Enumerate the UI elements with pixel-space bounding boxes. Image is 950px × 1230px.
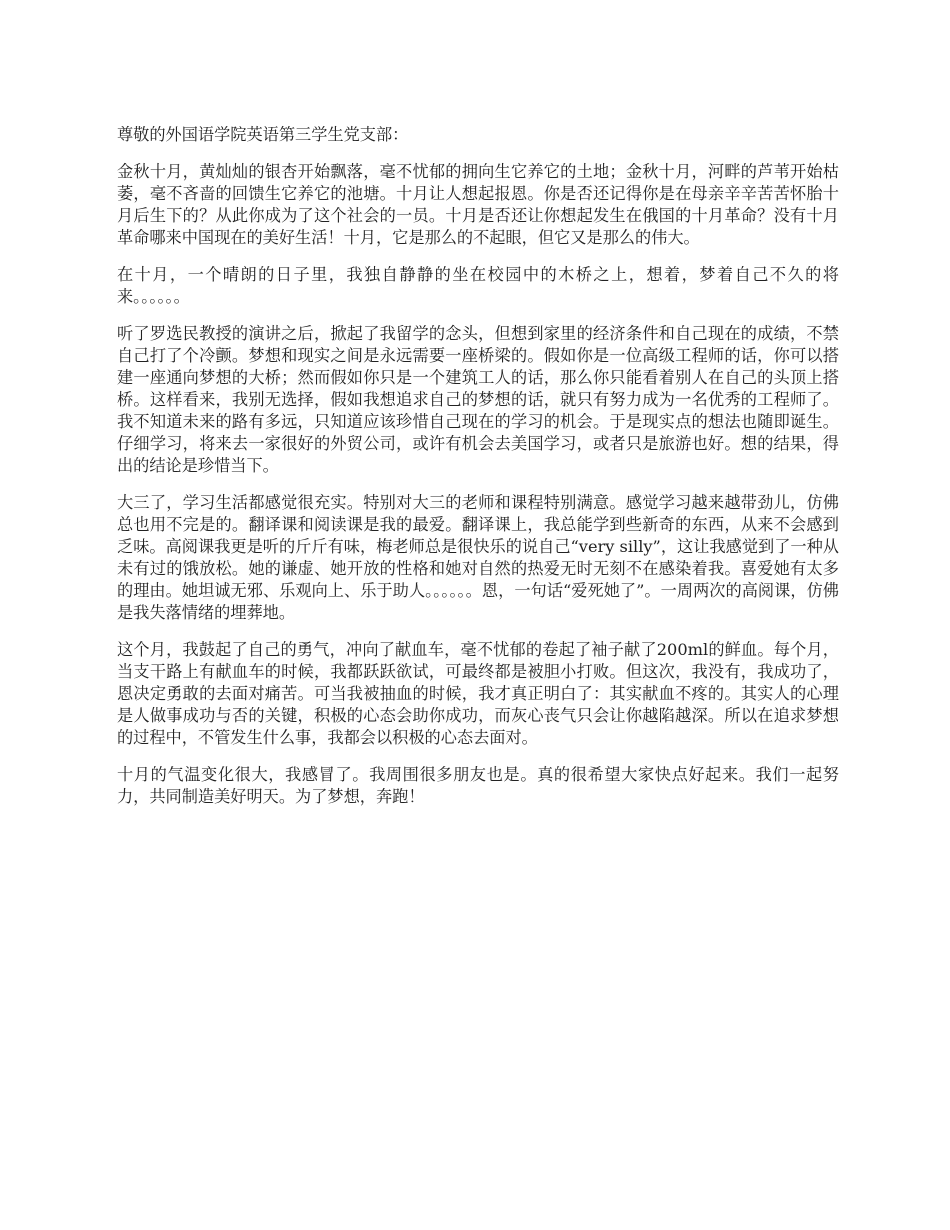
paragraph-2: 在十月，一个晴朗的日子里，我独自静静的坐在校园中的木桥之上，想着，梦着自己不久的将来。。。。。。	[117, 265, 839, 306]
paragraph-4: 大三了，学习生活都感觉很充实。特别对大三的老师和课程特别满意。感觉学习越来越带劲儿，仿佛总也用不完是的。翻译课和阅读课是我的最爱。翻译课上，我总能学到些新奇的东西，从来不会感到乏味。高阅课我更是听的斤斤有味，梅老师总是很快乐的说自己“very silly”，这让我感觉到了一种从未有过的饿放松。她的谦虚、她开放的性格和她对自然的热爱无时无刻不在感染着我。喜爱她有太多的理由。她坦诚无邪、乐观向上、乐于助人。。。。。。恩，一句话“爱死她了”。一周两次的高阅课，仿佛是我失落情绪的埋葬地。	[117, 493, 839, 622]
salutation: 尊敬的外国语学院英语第三学生党支部：	[117, 125, 409, 144]
paragraph-6: 十月的气温变化很大，我感冒了。我周围很多朋友也是。真的很希望大家快点好起来。我们一起努力，共同制造美好明天。为了梦想，奔跑！	[117, 765, 839, 806]
paragraph-1: 金秋十月，黄灿灿的银杏开始飘落，毫不忧郁的拥向生它养它的土地；金秋十月，河畔的芦苇开始枯萎，毫不吝啬的回馈生它养它的池塘。十月让人想起报恩。你是否还记得你是在母亲辛辛苦苦怀胎十月后生下的？从此你成为了这个社会的一员。十月是否还让你想起发生在俄国的十月革命？没有十月革命哪来中国现在的美好生活！十月，它是那么的不起眼，但它又是那么的伟大。	[117, 162, 839, 247]
paragraph-3: 听了罗选民教授的演讲之后，掀起了我留学的念头，但想到家里的经济条件和自己现在的成绩，不禁自己打了个冷颤。梦想和现实之间是永远需要一座桥梁的。假如你是一位高级工程师的话，你可以搭建一座通向梦想的大桥；然而假如你只是一个建筑工人的话，那么你只能看着别人在自己的头顶上搭桥。这样看来，我别无选择，假如我想追求自己的梦想的话，就只有努力成为一名优秀的工程师了。我不知道未来的路有多远，只知道应该珍惜自己现在的学习的机会。于是现实点的想法也随即诞生。仔细学习，将来去一家很好的外贸公司，或许有机会去美国学习，或者只是旅游也好。想的结果，得出的结论是珍惜当下。	[117, 324, 839, 475]
document-page	[117, 124, 839, 823]
paragraph-5: 这个月，我鼓起了自己的勇气，冲向了献血车，毫不忧郁的卷起了袖子献了200ml的鲜血。每个月，当支干路上有献血车的时候，我都跃跃欲试，可最终都是被胆小打败。但这次，我没有，我成功了，恩决定勇敢的去面对痛苦。可当我被抽血的时候，我才真正明白了：其实献血不疼的。其实人的心理是人做事成功与否的关键，积极的心态会助你成功，而灰心丧气只会让你越陷越深。所以在追求梦想的过程中，不管发生什么事，我都会以积极的心态去面对。	[117, 640, 839, 747]
